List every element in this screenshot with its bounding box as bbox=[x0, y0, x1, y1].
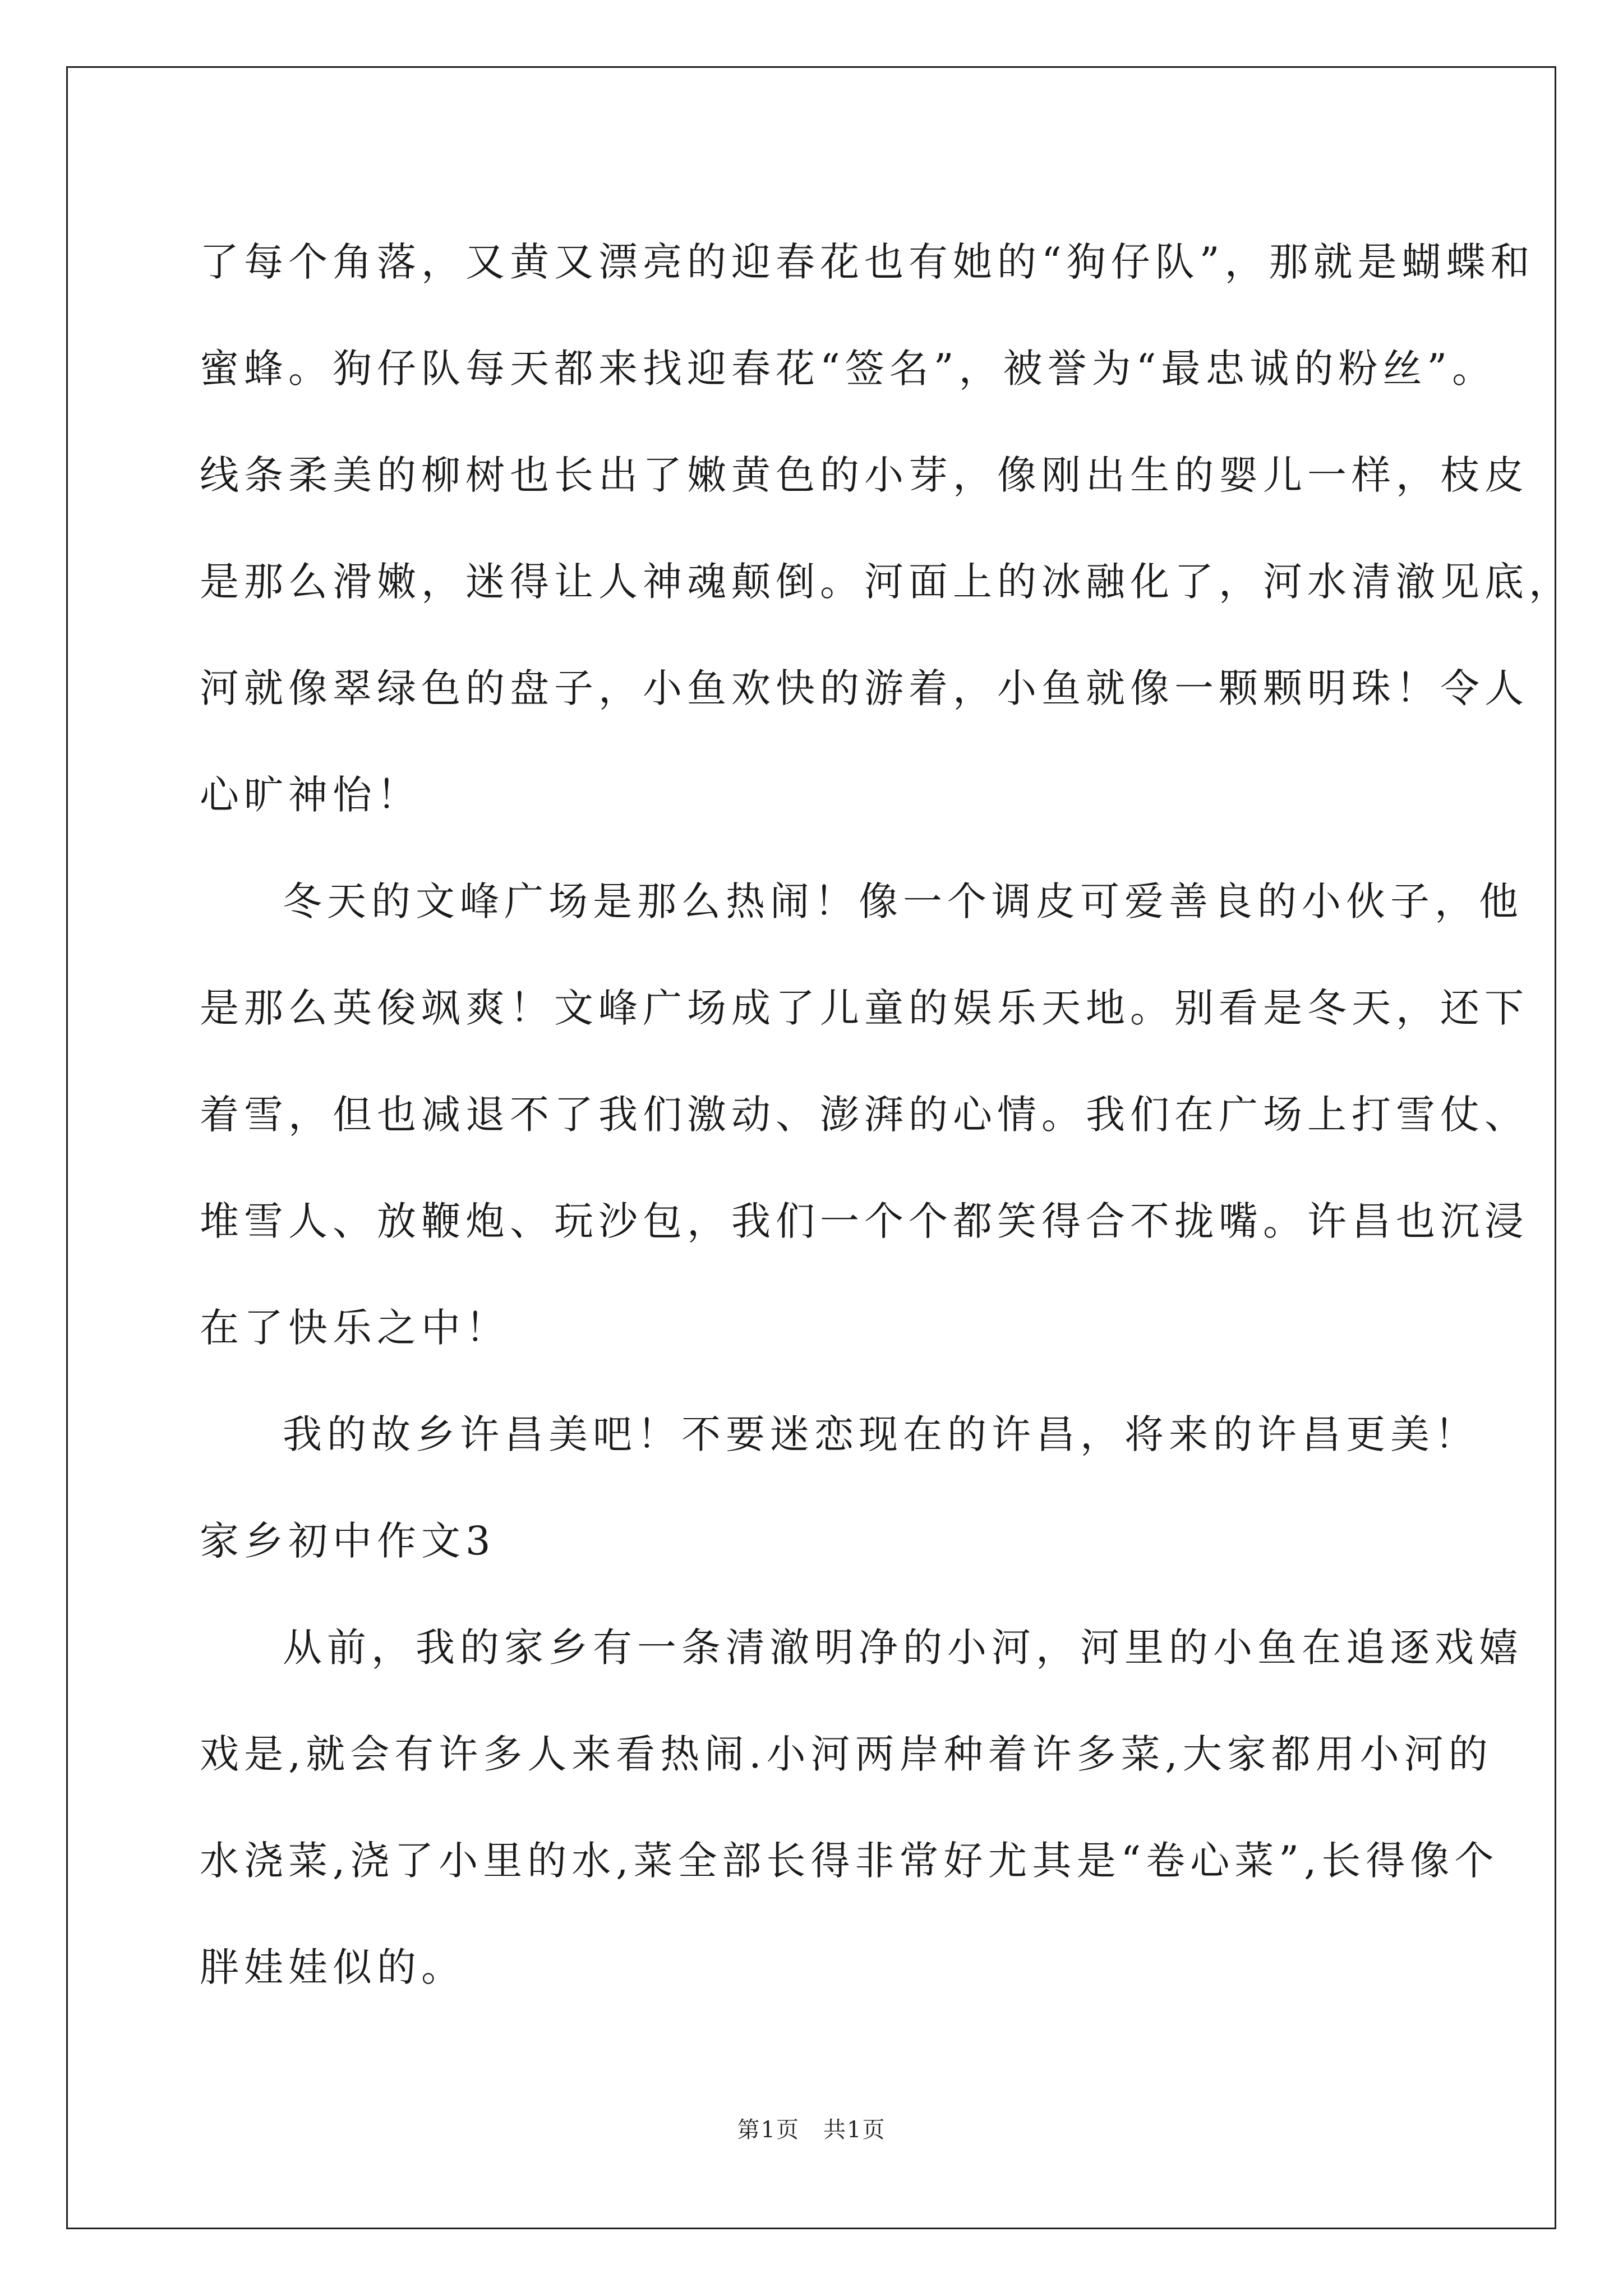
paragraph-line: 了每个角落，又黄又漂亮的迎春花也有她的“狗仔队”，那就是蝴蝶和 bbox=[200, 239, 1535, 285]
paragraph-line: 戏是,就会有许多人来看热闹.小河两岸种着许多菜,大家都用小河的 bbox=[200, 1731, 1493, 1777]
paragraph-line: 蜜蜂。狗仔队每天都来找迎春花“签名”，被誉为“最忠诚的粉丝”。 bbox=[200, 346, 1497, 392]
paragraph-line: 是那么英俊飒爽！文峰广场成了儿童的娱乐天地。别看是冬天，还下 bbox=[200, 985, 1529, 1031]
paragraph-line: 胖娃娃似的。 bbox=[200, 1944, 465, 1990]
section-heading: 家乡初中作文3 bbox=[200, 1518, 496, 1564]
page-number-footer: 第1页 共1页 bbox=[737, 2117, 886, 2143]
paragraph-line: 堆雪人、放鞭炮、玩沙包，我们一个个都笑得合不拢嘴。许昌也沉浸 bbox=[200, 1198, 1529, 1244]
paragraph-line: 心旷神怡！ bbox=[200, 772, 421, 818]
paragraph-line: 从前，我的家乡有一条清澈明净的小河，河里的小鱼在追逐戏嬉 bbox=[283, 1625, 1523, 1671]
paragraph-line: 是那么滑嫩，迷得让人神魂颠倒。河面上的冰融化了，河水清澈见底， bbox=[200, 559, 1573, 605]
paragraph-line: 在了快乐之中！ bbox=[200, 1305, 510, 1351]
paragraph-line: 水浇菜,浇了小里的水,菜全部长得非常好尤其是“卷心菜”,长得像个 bbox=[200, 1838, 1499, 1884]
paragraph-line: 冬天的文峰广场是那么热闹！像一个调皮可爱善良的小伙子，他 bbox=[283, 878, 1523, 924]
paragraph-line: 着雪，但也减退不了我们激动、澎湃的心情。我们在广场上打雪仗、 bbox=[200, 1092, 1529, 1138]
document-body bbox=[200, 209, 1573, 2021]
paragraph-line: 线条柔美的柳树也长出了嫩黄色的小芽，像刚出生的婴儿一样，枝皮 bbox=[200, 452, 1529, 498]
paragraph-line: 河就像翠绿色的盘子，小鱼欢快的游着，小鱼就像一颗颗明珠！令人 bbox=[200, 665, 1529, 711]
paragraph-line: 我的故乡许昌美吧！不要迷恋现在的许昌，将来的许昌更美！ bbox=[283, 1411, 1479, 1457]
